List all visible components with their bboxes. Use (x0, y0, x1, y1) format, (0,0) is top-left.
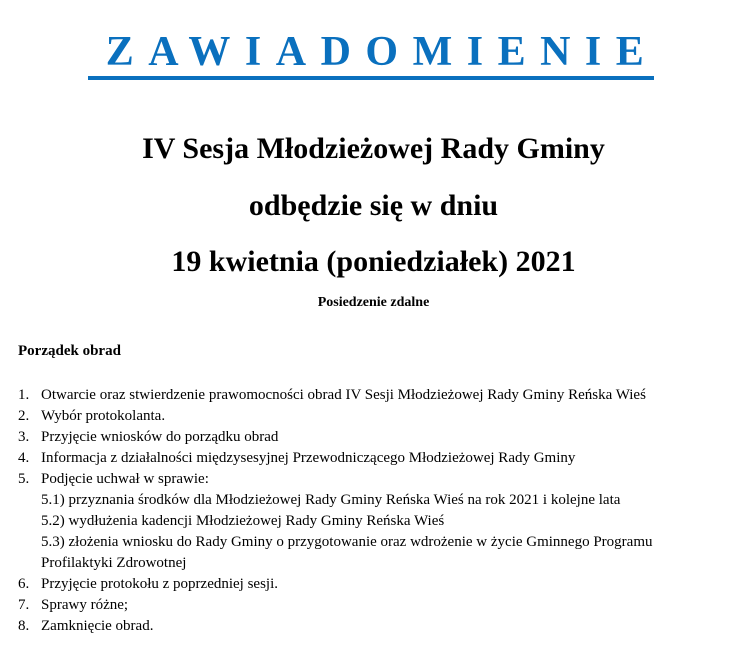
document-title: ZAWIADOMIENIE (105, 29, 659, 75)
agenda-item (0, 448, 747, 469)
item-text: Otwarcie oraz stwierdzenie prawomocności obrad IV Sesji Młodzieżowej Rady Gminy Reńska Wieś (41, 387, 646, 403)
headline-line-1: IV Sesja Młodzieżowej Rady Gminy (142, 132, 605, 165)
item-number: 8. (18, 618, 30, 634)
item-text: 5.1) przyznania środków dla Młodzieżowej Rady Gminy Reńska Wieś na rok 2021 i kolejne lata (41, 492, 621, 508)
item-number: 3. (18, 429, 30, 445)
agenda-item (0, 385, 747, 406)
item-number: 7. (18, 597, 30, 613)
agenda-item (0, 469, 747, 490)
item-text: Informacja z działalności międzysesyjnej Przewodniczącego Młodzieżowej Rady Gminy (41, 450, 576, 466)
agenda-list (0, 385, 747, 637)
agenda-subitem (0, 490, 747, 511)
agenda-item (0, 595, 747, 616)
item-number: 2. (18, 408, 30, 424)
agenda-subitem (0, 511, 747, 532)
item-text: Przyjęcie protokołu z poprzedniej sesji. (41, 576, 279, 592)
title-underline (88, 76, 654, 80)
item-text: Podjęcie uchwał w sprawie: (41, 471, 209, 487)
item-number: 5. (18, 471, 30, 487)
item-text: 5.2) wydłużenia kadencji Młodzieżowej Rady Gminy Reńska Wieś (41, 513, 445, 529)
agenda-subitem-continued (0, 553, 747, 574)
item-number: 6. (18, 576, 30, 592)
meeting-mode: Posiedzenie zdalne (317, 295, 430, 310)
headline-date: 19 kwietnia (poniedziałek) 2021 (171, 245, 576, 278)
agenda-item (0, 427, 747, 448)
item-text: Wybór protokolanta. (41, 408, 166, 424)
agenda-subitem (0, 532, 747, 553)
item-text: Zamknięcie obrad. (41, 618, 154, 634)
agenda-item (0, 616, 747, 637)
headline-line-2: odbędzie się w dniu (248, 189, 499, 222)
agenda-item (0, 406, 747, 427)
agenda-item (0, 574, 747, 595)
item-text: Profilaktyki Zdrowotnej (41, 555, 187, 571)
item-number: 4. (18, 450, 30, 466)
item-text: Przyjęcie wniosków do porządku obrad (41, 429, 279, 445)
agenda-heading: Porządek obrad (18, 343, 121, 359)
item-text: Sprawy różne; (41, 597, 129, 613)
item-text: 5.3) złożenia wniosku do Rady Gminy o przygotowanie oraz wdrożenie w życie Gminnego Programu (41, 534, 653, 550)
item-number: 1. (18, 387, 30, 403)
